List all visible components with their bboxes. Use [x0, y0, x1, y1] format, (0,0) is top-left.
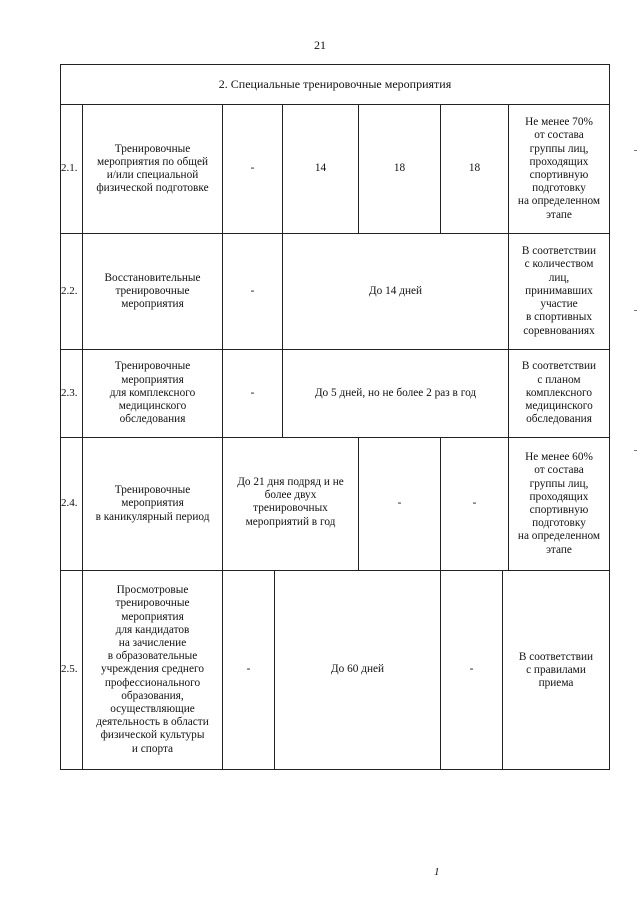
stage-value: -	[441, 571, 503, 769]
event-name-text: Тренировочные мероприятия по общей и/или специальной физической подготовке	[96, 142, 209, 195]
stage-value: -	[441, 438, 509, 571]
section-header	[61, 65, 609, 105]
note-text: В соответствии с правилами приема	[518, 651, 594, 690]
stage-value: -	[359, 438, 441, 571]
event-name-text: Просмотровые тренировочные мероприятия для кандидатов на зачисление в образовательные учреждения среднего профессионального образования, осуществляющие деятельность в области физической культуры и спорта	[96, 584, 209, 755]
event-name	[83, 105, 223, 234]
row-number: 2.3.	[61, 350, 83, 438]
note	[509, 350, 609, 438]
event-name	[83, 234, 223, 350]
scan-edge-mark	[634, 310, 637, 311]
duration-span: До 5 дней, но не более 2 раз в год	[283, 350, 509, 438]
stage-value: -	[223, 571, 275, 769]
note-text: В соответствии с планом комплексного медицинского обследования	[521, 360, 597, 426]
note-text: Не менее 60% от состава группы лиц, проходящих спортивную подготовку на определенном этапе	[517, 451, 601, 556]
note-text: В соответствии с количеством лиц, принимавших участие в спортивных соревнованиях	[521, 245, 597, 337]
note	[503, 571, 609, 769]
event-name-text: Тренировочные мероприятия в каникулярный период	[95, 484, 210, 523]
duration-span	[223, 438, 359, 571]
stage-value: 18	[441, 105, 509, 234]
event-name	[83, 571, 223, 769]
stage-value: 14	[283, 105, 359, 234]
page-number: 21	[314, 38, 326, 52]
duration-span-text: До 21 дня подряд и не более двух тренировочных мероприятий в год	[237, 476, 344, 528]
note	[509, 234, 609, 350]
note	[509, 105, 609, 234]
row-number: 2.4.	[61, 438, 83, 571]
event-name	[83, 438, 223, 571]
stage-value: -	[223, 105, 283, 234]
event-name-text: Тренировочные мероприятия для комплексного медицинского обследования	[109, 360, 196, 426]
note	[509, 438, 609, 571]
row-number: 2.1.	[61, 105, 83, 234]
scan-edge-mark	[634, 450, 637, 451]
duration-span: До 14 дней	[283, 234, 509, 350]
training-events-table	[60, 64, 610, 770]
row-number: 2.5.	[61, 571, 83, 769]
scan-edge-mark	[634, 150, 637, 151]
footer-mark: 1	[434, 866, 440, 878]
stage-value: 18	[359, 105, 441, 234]
stage-value: -	[223, 350, 283, 438]
duration-span: До 60 дней	[275, 571, 441, 769]
event-name	[83, 350, 223, 438]
note-text: Не менее 70% от состава группы лиц, проходящих спортивную подготовку на определенном этапе	[517, 116, 601, 221]
stage-value: -	[223, 234, 283, 350]
row-number: 2.2.	[61, 234, 83, 350]
event-name-text: Восстановительные тренировочные мероприятия	[104, 271, 201, 311]
section-header-text: 2. Специальные тренировочные мероприятия	[218, 76, 452, 91]
